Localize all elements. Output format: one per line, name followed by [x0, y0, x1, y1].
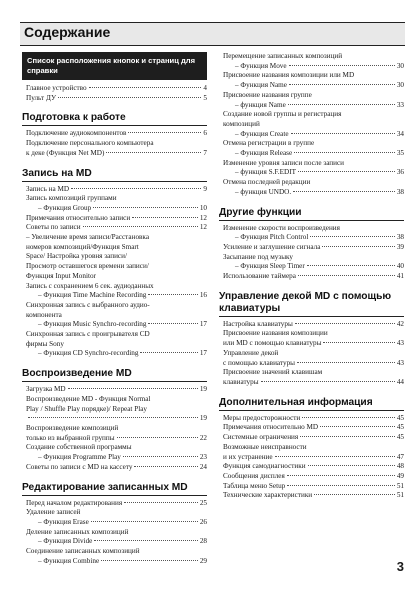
dot-leader — [101, 560, 198, 561]
toc-entry — [22, 129, 207, 139]
toc-entry-line — [223, 414, 404, 424]
dot-leader — [94, 540, 197, 541]
page-ref: 47 — [396, 452, 404, 461]
dot-leader — [71, 188, 201, 189]
page-title-bar — [20, 22, 405, 46]
toc-entry-line — [26, 453, 207, 463]
dot-leader — [298, 171, 395, 172]
toc-section — [22, 368, 207, 472]
toc-entry — [22, 463, 207, 473]
toc-entry-line — [26, 385, 207, 395]
dot-leader — [298, 275, 395, 276]
page-ref: 42 — [396, 319, 404, 328]
section-heading: Управление декой MD с помощью клавиатуры — [219, 291, 404, 317]
page-ref: 26 — [199, 517, 207, 526]
page-ref: 43 — [396, 339, 404, 348]
toc-entry-line — [223, 320, 404, 330]
dot-leader — [288, 104, 395, 105]
entry-text: – функция Name — [235, 100, 286, 109]
toc-entry-line — [223, 188, 404, 198]
toc-entry-line — [223, 423, 404, 433]
toc-entry-line: Управление декой — [223, 348, 279, 357]
toc-entry-line — [26, 537, 207, 547]
section-heading: Редактирование записанных MD — [22, 482, 207, 496]
entry-text: – Функция Music Synchro-recording — [38, 320, 147, 329]
toc-entry — [219, 159, 404, 178]
toc-entry-line — [223, 491, 404, 501]
entry-text: или MD с помощью клавиатуры — [223, 339, 322, 348]
toc-entry — [219, 462, 404, 472]
dot-leader — [28, 417, 198, 418]
toc-entry — [22, 282, 207, 301]
page-ref: 9 — [203, 184, 207, 193]
page-ref: 48 — [396, 462, 404, 471]
dot-leader — [148, 294, 197, 295]
toc-entry-line — [223, 433, 404, 443]
page-ref: 25 — [199, 498, 207, 507]
dot-leader — [308, 465, 395, 466]
toc-entry — [22, 84, 207, 94]
dot-leader — [294, 152, 395, 153]
toc-entry-line — [223, 101, 404, 111]
page-ref: 51 — [396, 491, 404, 500]
toc-entry — [22, 443, 207, 462]
toc-entry-line: Синхронная запись с проигрывателя CD — [26, 330, 150, 339]
toc-entry-line — [26, 223, 207, 233]
entry-text: Загрузка MD — [26, 385, 66, 394]
toc-entry — [219, 272, 404, 282]
toc-entry — [219, 110, 404, 139]
entry-text: – Функция Divide — [38, 537, 93, 546]
toc-entry-line — [223, 472, 404, 482]
page-ref: 5 — [203, 93, 207, 102]
toc-entry — [22, 194, 207, 213]
toc-entry-line: компонента — [26, 310, 62, 319]
toc-section — [219, 397, 404, 501]
page-ref: 51 — [396, 481, 404, 490]
toc-entry — [219, 52, 404, 71]
toc-entry — [219, 443, 404, 462]
toc-entry-line: Space/ Настройка уровня записи/ — [26, 252, 127, 261]
section-heading: Дополнительная информация — [219, 397, 404, 411]
dot-leader — [128, 132, 201, 133]
entry-text: – Функция Sleep Timer — [235, 262, 305, 271]
toc-entry-line — [223, 453, 404, 463]
entry-text: Советы по записи с MD на кассету — [26, 462, 133, 471]
dot-leader — [307, 265, 395, 266]
toc-entry-line: Play / Shuffle Play порядке)/ Repeat Play — [26, 404, 147, 413]
toc-entry — [22, 330, 207, 359]
toc-entry-line — [26, 185, 207, 195]
dot-leader — [261, 381, 395, 382]
toc-section — [22, 168, 207, 360]
toc-entry-line — [26, 414, 207, 424]
entry-text: к деке (Функция Net MD) — [26, 148, 105, 157]
toc-entry — [22, 301, 207, 330]
page-title: Содержание — [24, 24, 111, 40]
dot-leader — [323, 342, 394, 343]
toc-entry — [22, 233, 207, 282]
toc-entry — [219, 320, 404, 330]
toc-entry-line: Отмена регистрации в группе — [223, 139, 315, 148]
dot-leader — [320, 426, 395, 427]
entry-text: Перед началом редактирования — [26, 498, 123, 507]
toc-entry — [219, 368, 404, 387]
toc-entry — [219, 329, 404, 348]
page-ref: 19 — [199, 414, 207, 423]
dot-leader — [58, 97, 201, 98]
entry-text: – Функция Move — [235, 61, 287, 70]
toc-entry-line — [26, 434, 207, 444]
toc-entry-line — [26, 499, 207, 509]
toc-entry-line: Возможные неисправности — [223, 442, 307, 451]
toc-entry-line: Соединение записанных композиций — [26, 547, 140, 556]
dot-leader — [275, 456, 395, 457]
toc-entry-line — [223, 149, 404, 159]
toc-entry-line — [223, 462, 404, 472]
toc-entry-line: фирмы Sony — [26, 339, 64, 348]
dot-leader — [89, 87, 202, 88]
toc-section — [219, 291, 404, 388]
toc-entry-line: – Увеличение время записи/Расстановка — [26, 233, 150, 242]
page-number: 3 — [396, 559, 404, 574]
toc-entry — [219, 139, 404, 158]
dot-leader — [287, 475, 395, 476]
dot-leader — [132, 217, 198, 218]
toc-entry-line — [223, 378, 404, 388]
dot-leader — [289, 65, 395, 66]
dot-leader — [106, 152, 201, 153]
toc-entry-line — [223, 168, 404, 178]
page-ref: 34 — [396, 129, 404, 138]
toc-entry-line: Отмена последней редакции — [223, 178, 311, 187]
entry-text: Усиление и заглушение сигнала — [223, 242, 321, 251]
toc-entry-line: Присвоение названия композиции или MD — [223, 71, 355, 80]
dot-leader — [289, 84, 395, 85]
toc-entry — [22, 395, 207, 424]
section-heading: Список расположения кнопок и страниц для справки — [22, 52, 207, 80]
toc-entry — [22, 528, 207, 547]
toc-entry-line — [223, 62, 404, 72]
entry-text: – функция S.F.EDIT — [235, 168, 296, 177]
section-heading: Воспроизведение MD — [22, 368, 207, 382]
toc-entry — [219, 414, 404, 424]
toc-entry-line: Присвоение значений клавишам — [223, 368, 323, 377]
entry-text: – Функция Erase — [38, 517, 89, 526]
entry-text: и их устранение — [223, 452, 273, 461]
dot-leader — [322, 246, 394, 247]
toc-entry-line — [26, 320, 207, 330]
toc-entry-line — [223, 272, 404, 282]
entry-text: Таблица меню Setup — [223, 481, 286, 490]
entry-text: – функция UNDO. — [235, 187, 292, 196]
page-ref: 38 — [396, 233, 404, 242]
page-ref: 16 — [199, 291, 207, 300]
page-ref: 30 — [396, 61, 404, 70]
entry-text: – Функция Release — [235, 149, 293, 158]
entry-text: Системные ограничения — [223, 433, 299, 442]
page-ref: 19 — [199, 385, 207, 394]
dot-leader — [123, 456, 198, 457]
page-ref: 17 — [199, 320, 207, 329]
page-ref: 6 — [203, 129, 207, 138]
page-ref: 45 — [396, 423, 404, 432]
dot-leader — [68, 388, 198, 389]
dot-leader — [295, 323, 395, 324]
entry-text: – Функция Time Machine Recording — [38, 291, 147, 300]
toc-entry — [22, 185, 207, 195]
entry-text: – Функция Create — [235, 129, 289, 138]
toc-entry — [219, 349, 404, 368]
entry-text: – Функция Programme Play — [38, 453, 121, 462]
toc-entry-line — [26, 204, 207, 214]
page-ref: 10 — [199, 203, 207, 212]
toc-section — [22, 482, 207, 567]
entry-text: – Функция CD Synchro-recording — [38, 349, 139, 358]
entry-text: Технические характеристики — [223, 491, 313, 500]
page-ref: 36 — [396, 168, 404, 177]
entry-text: Пульт ДУ — [26, 93, 57, 102]
toc-entry-line: Подключение персонального компьютера — [26, 139, 154, 148]
entry-text: Примечания относительно записи — [26, 213, 131, 222]
toc-column-right — [219, 52, 404, 510]
toc-entry — [22, 223, 207, 233]
page-ref: 17 — [199, 349, 207, 358]
toc-entry-line: Синхронная запись с выбранного аудио- — [26, 300, 150, 309]
dot-leader — [148, 323, 197, 324]
toc-entry-line — [26, 94, 207, 104]
entry-text: – Функция Name — [235, 81, 287, 90]
toc-entry — [22, 424, 207, 443]
entry-text: Советы по записи — [26, 223, 81, 232]
toc-entry-line — [223, 243, 404, 253]
dot-leader — [310, 236, 394, 237]
page-ref: 12 — [199, 223, 207, 232]
toc-entry — [219, 178, 404, 197]
page-ref: 45 — [396, 413, 404, 422]
page-ref: 40 — [396, 262, 404, 271]
toc-entry — [22, 499, 207, 509]
toc-entry — [219, 472, 404, 482]
toc-entry-line: Воспроизведение MD - Функция Normal — [26, 394, 151, 403]
dot-leader — [291, 133, 395, 134]
toc-entry-line: Воспроизведение композиций — [26, 423, 119, 432]
page-ref: 7 — [203, 148, 207, 157]
page-ref: 12 — [199, 213, 207, 222]
section-heading: Подготовка к работе — [22, 112, 207, 126]
toc-entry-line — [26, 349, 207, 359]
toc-section — [22, 52, 207, 103]
dot-leader — [91, 521, 198, 522]
toc-entry-line: Запись композиций группами — [26, 194, 117, 203]
toc-entry-line — [26, 214, 207, 224]
entry-text: Подключение аудиокомпонентов — [26, 129, 127, 138]
toc-entry — [219, 253, 404, 272]
entry-text: Примечания относительно MD — [223, 423, 319, 432]
toc-entry-line — [223, 130, 404, 140]
toc-entry-line: Засыпание под музыку — [223, 252, 294, 261]
toc-section — [219, 207, 404, 282]
toc-entry-line: Просмотр оставшегося времени записи/ — [26, 262, 149, 271]
toc-entry-line — [26, 84, 207, 94]
toc-entry — [22, 139, 207, 158]
toc-entry-line: Перемещение записанных композиций — [223, 52, 343, 60]
dot-leader — [83, 226, 198, 227]
entry-text: – Функция Combine — [38, 556, 100, 565]
page-ref: 45 — [396, 433, 404, 442]
page-ref: 38 — [396, 187, 404, 196]
toc-entry-line — [223, 233, 404, 243]
toc-entry-line: Функция Input Monitor — [26, 271, 96, 280]
toc-entry-line: Создание новой группы и регистрация — [223, 110, 342, 119]
page-ref: 43 — [396, 358, 404, 367]
dot-leader — [314, 494, 395, 495]
page-ref: 35 — [396, 149, 404, 158]
entry-text: Главное устройство — [26, 84, 87, 92]
page-ref: 49 — [396, 471, 404, 480]
toc-entry-line — [26, 149, 207, 159]
toc-entry-line — [223, 339, 404, 349]
entry-text: – Функция Pitch Control — [235, 233, 309, 242]
toc-entry-line: Создание собственной программы — [26, 443, 132, 452]
toc-entry-line: номеров композиций/Функция Smart — [26, 242, 139, 251]
toc-entry — [219, 433, 404, 443]
toc-entry — [22, 94, 207, 104]
toc-entry-line: Изменение скорости воспроизведения — [223, 223, 340, 232]
dot-leader — [297, 362, 395, 363]
toc-entry — [219, 224, 404, 243]
dot-leader — [302, 417, 395, 418]
toc-entry-line: Удаление записей — [26, 508, 81, 517]
toc-entry-line — [223, 81, 404, 91]
entry-text: только из выбранной группы — [26, 433, 115, 442]
toc-entry — [219, 423, 404, 433]
toc-entry — [219, 91, 404, 110]
toc-entry-line: Деление записанных композиций — [26, 527, 129, 536]
toc-section — [22, 112, 207, 158]
toc-entry-line — [26, 557, 207, 567]
toc-entry-line — [223, 482, 404, 492]
toc-entry-line: Запись с сохранением 6 сек. аудиоданных — [26, 281, 154, 290]
toc-entry — [219, 243, 404, 253]
entry-text: Функция самодиагностики — [223, 462, 306, 471]
toc-entry-line — [223, 359, 404, 369]
page-ref: 28 — [199, 537, 207, 546]
dot-leader — [287, 485, 395, 486]
page-ref: 23 — [199, 453, 207, 462]
dot-leader — [134, 466, 197, 467]
entry-text: Использование таймера — [223, 272, 296, 281]
toc-entry-line: Присвоение названия группе — [223, 90, 312, 99]
toc-entry — [219, 482, 404, 492]
page-ref: 44 — [396, 377, 404, 386]
dot-leader — [93, 207, 198, 208]
toc-entry-line — [26, 129, 207, 139]
page-ref: 4 — [203, 84, 207, 92]
section-heading: Запись на MD — [22, 168, 207, 182]
toc-entry-line — [223, 262, 404, 272]
toc-entry — [219, 71, 404, 90]
toc-entry-line — [26, 291, 207, 301]
toc-entry-line: Изменение уровня записи после записи — [223, 158, 345, 167]
entry-text: – Функция Group — [38, 203, 92, 212]
entry-text: клавиатуры — [223, 377, 259, 386]
toc-entry — [22, 385, 207, 395]
toc-section — [219, 52, 404, 198]
page-ref: 22 — [199, 433, 207, 442]
toc-entry-line — [26, 518, 207, 528]
page-ref: 39 — [396, 242, 404, 251]
entry-text: Сообщения дисплея — [223, 471, 285, 480]
dot-leader — [293, 191, 395, 192]
toc-entry — [22, 214, 207, 224]
toc-entry-line: композиций — [223, 119, 260, 128]
entry-text: Меры предосторожности — [223, 413, 301, 422]
page-ref: 24 — [199, 462, 207, 471]
entry-text: Запись на MD — [26, 184, 70, 193]
toc-column-left — [22, 52, 207, 575]
toc-entry — [22, 508, 207, 527]
section-heading: Другие функции — [219, 207, 404, 221]
entry-text: с помощью клавиатуры — [223, 358, 295, 367]
dot-leader — [300, 436, 395, 437]
page-ref: 30 — [396, 81, 404, 90]
toc-entry — [22, 547, 207, 566]
toc-entry-line: Присвоение названия композиции — [223, 329, 328, 338]
toc-entry-line — [26, 463, 207, 473]
dot-leader — [140, 352, 197, 353]
dot-leader — [124, 502, 198, 503]
page-ref: 41 — [396, 272, 404, 281]
toc-entry — [219, 491, 404, 501]
page-ref: 33 — [396, 100, 404, 109]
page-ref: 29 — [199, 556, 207, 565]
dot-leader — [117, 437, 198, 438]
entry-text: Настройка клавиатуры — [223, 319, 293, 328]
